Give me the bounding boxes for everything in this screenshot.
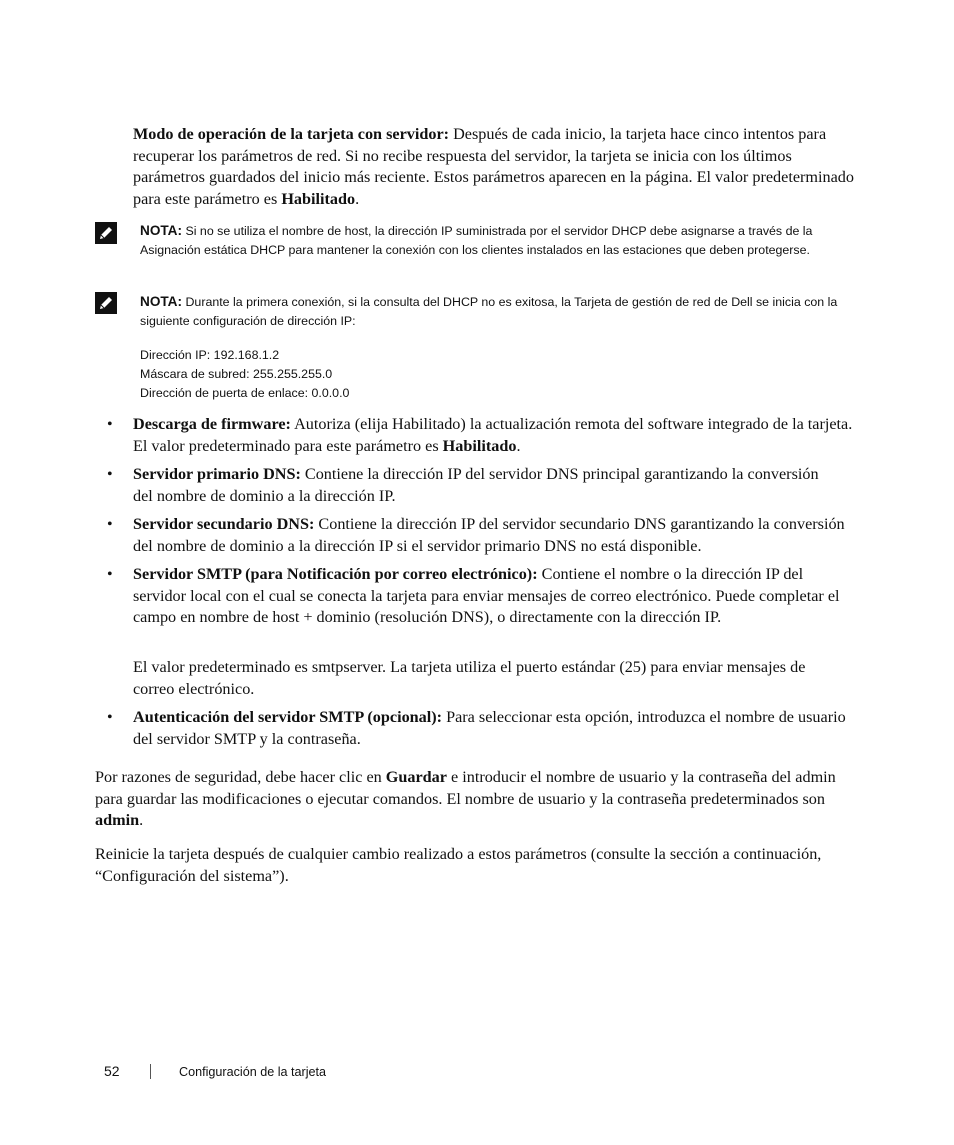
note-2-text: Durante la primera conexión, si la consulta del DHCP no es exitosa, la Tarjeta de gestión de red de Dell se inicia con la siguiente configuración de dirección IP:: [140, 295, 838, 328]
intro-text: Después de cada inicio, la tarjeta hace cinco intentos para recuperar los parámetros de red. Si no recibe respuesta del servidor, la tarjeta se inicia con los últimos parámetros guardados del inicio más reciente. Estos parámetros aparecen en la página. El valor predeterminado para este parámetro es: [133, 125, 854, 208]
note-1-text: Si no se utiliza el nombre de host, la dirección IP suministrada por el servidor DHCP debe asignarse a través de la Asignación estática DHCP para mantener la conexión con los clientes instalados en las estaciones que deben protegerse.: [140, 224, 813, 257]
bullet-smtp: Servidor SMTP (para Notificación por correo electrónico): Contiene el nombre o la dirección IP del servidor local con el cual se conecta la tarjeta para enviar mensajes de correo electrónico. Puede completar el campo en nombre de host + dominio (resolución DNS), o directamente con la dirección IP.: [133, 565, 840, 626]
security-paragraph: Por razones de seguridad, debe hacer clic en Guardar e introducir el nombre de usuario y la contraseña del admin para guardar las modificaciones o ejecutar comandos. El nombre de usuario y la contraseña predeterminados son admin.: [95, 768, 836, 829]
intro-label: Modo de operación de la tarjeta con servidor:: [133, 125, 450, 143]
bullet-dot: •: [107, 466, 113, 483]
note-2-label: NOTA:: [140, 294, 183, 309]
pencil-note-icon: [95, 222, 117, 244]
page-number: 52: [104, 1063, 120, 1079]
note-2-config: [140, 346, 540, 403]
footer-divider: [150, 1064, 151, 1079]
bullet-dot: •: [107, 516, 113, 533]
bullet-dot: •: [107, 416, 113, 433]
config-ip: Dirección IP: 192.168.1.2: [140, 348, 280, 362]
bullet-smtp-extra: El valor predeterminado es smtpserver. La tarjeta utiliza el puerto estándar (25) para enviar mensajes de correo electrónico.: [133, 658, 806, 698]
restart-paragraph: Reinicie la tarjeta después de cualquier cambio realizado a estos parámetros (consulte la sección a continuación, “Configuración del sistema”).: [95, 845, 822, 885]
config-gateway: Dirección de puerta de enlace: 0.0.0.0: [140, 386, 350, 400]
note-1: [140, 221, 860, 260]
pencil-note-icon: [95, 292, 117, 314]
bullet-dns-primary: Servidor primario DNS: Contiene la dirección IP del servidor DNS principal garantizando la conversión del nombre de dominio a la dirección IP.: [133, 465, 819, 505]
bullet-dot: •: [107, 709, 113, 726]
note-2: [140, 292, 860, 331]
footer-title: Configuración de la tarjeta: [179, 1065, 327, 1079]
bullet-firmware: Descarga de firmware: Autoriza (elija Habilitado) la actualización remota del software integrado de la tarjeta. El valor predeterminado para este parámetro es Habilitado.: [133, 415, 853, 455]
note-1-label: NOTA:: [140, 223, 183, 238]
intro-paragraph: Modo de operación de la tarjeta con servidor: Después de cada inicio, la tarjeta hace cinco intentos para recuperar los parámetros de red. Si no recibe respuesta del servidor, la tarjeta se inicia con los últimos parámetros guardados del inicio más reciente. Estos parámetros aparecen en la página. El valor predeterminado para este parámetro es Habilitado.: [133, 125, 854, 208]
intro-value: Habilitado: [281, 189, 356, 208]
bullet-dns-secondary: Servidor secundario DNS: Contiene la dirección IP del servidor secundario DNS garantizando la conversión del nombre de dominio a la dirección IP si el servidor primario DNS no está disponible.: [133, 515, 845, 555]
bullet-smtp-auth: Autenticación del servidor SMTP (opcional): Para seleccionar esta opción, introduzca el nombre de usuario del servidor SMTP y la contraseña.: [133, 708, 846, 748]
config-subnet: Máscara de subred: 255.255.255.0: [140, 367, 333, 381]
bullet-dot: •: [107, 566, 113, 583]
